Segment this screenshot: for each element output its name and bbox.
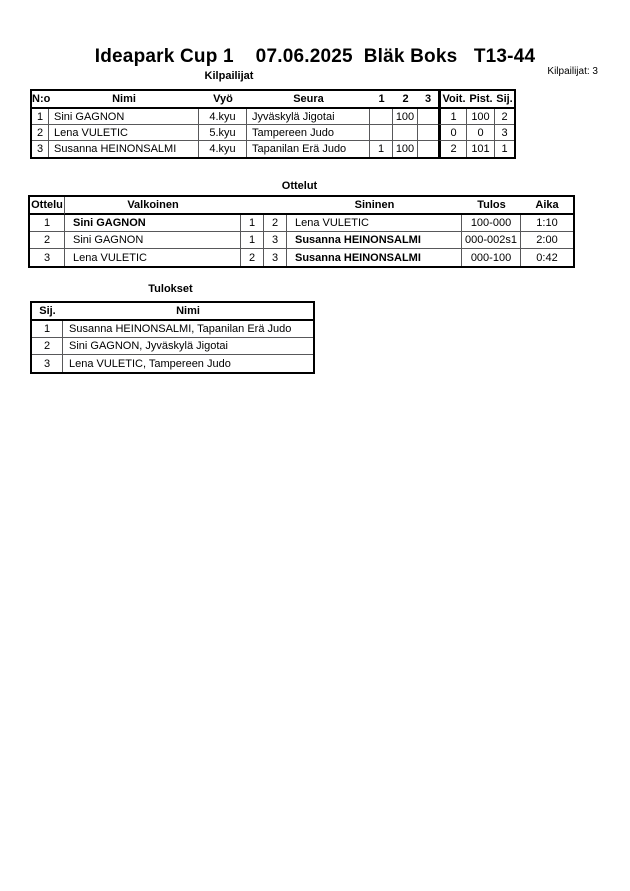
ottelut-header-row (30, 197, 573, 215)
cell-blue-name: Susanna HEINONSALMI (287, 232, 462, 249)
cell-wins: 1 (438, 109, 467, 125)
cell-place: 3 (495, 125, 514, 141)
cell-blue-no: 2 (264, 215, 287, 232)
cell-white-name: Sini GAGNON (65, 215, 241, 232)
col-header-round1: 1 (370, 91, 393, 109)
cell-place: 2 (32, 338, 63, 355)
cell-name-club: Sini GAGNON, Jyväskylä Jigotai (63, 338, 313, 355)
cell-place: 3 (32, 355, 63, 372)
cell-wins: 2 (438, 141, 467, 157)
cell-round3 (418, 125, 438, 141)
cell-name: Lena VULETIC (49, 125, 199, 141)
cell-time: 2:00 (521, 232, 573, 249)
cell-belt: 5.kyu (199, 125, 247, 141)
col-header-sininen: Sininen (287, 197, 462, 215)
cell-club: Tapanilan Erä Judo (247, 141, 370, 157)
cell-wins: 0 (438, 125, 467, 141)
col-header-tulos: Tulos (462, 197, 521, 215)
cell-result: 000-100 (462, 249, 521, 266)
col-header-round2: 2 (393, 91, 418, 109)
section-heading-kilpailijat: Kilpailijat (204, 70, 254, 82)
col-header-nimi: Nimi (49, 91, 199, 109)
col-header-spacer (264, 197, 287, 215)
table-row (32, 141, 514, 157)
cell-points: 101 (467, 141, 495, 157)
cell-name-club: Susanna HEINONSALMI, Tapanilan Erä Judo (63, 321, 313, 338)
cell-result: 000-002s1 (462, 232, 521, 249)
cell-match-no: 3 (30, 249, 65, 266)
cell-match-no: 1 (30, 215, 65, 232)
col-header-sij: Sij. (495, 91, 514, 109)
col-header-no: N:o (32, 91, 49, 109)
cell-blue-no: 3 (264, 249, 287, 266)
cell-round1 (370, 125, 393, 141)
cell-no: 1 (32, 109, 49, 125)
cell-match-no: 2 (30, 232, 65, 249)
col-header-pist: Pist. (467, 91, 495, 109)
cell-points: 100 (467, 109, 495, 125)
table-row (32, 321, 313, 338)
cell-white-name: Sini GAGNON (65, 232, 241, 249)
col-header-vyo: Vyö (199, 91, 247, 109)
col-header-valkoinen: Valkoinen (65, 197, 241, 215)
col-header-sij: Sij. (32, 303, 63, 321)
cell-time: 0:42 (536, 251, 558, 264)
table-row (30, 232, 573, 249)
col-header-spacer (241, 197, 264, 215)
cell-time: 1:10 (521, 215, 573, 232)
col-header-ottelu: Ottelu (30, 197, 65, 215)
section-heading-tulokset: Tulokset (148, 283, 193, 295)
table-row (30, 249, 573, 266)
cell-white-no: 2 (241, 249, 264, 266)
col-header-round3: 3 (418, 91, 438, 109)
cell-club: Jyväskylä Jigotai (247, 109, 370, 125)
cell-result: 100-000 (462, 215, 521, 232)
cell-white-no: 1 (241, 215, 264, 232)
cell-name: Sini GAGNON (49, 109, 199, 125)
kilpailijat-table (30, 89, 516, 159)
cell-place: 1 (32, 321, 63, 338)
cell-round2: 100 (393, 109, 418, 125)
cell-name: Susanna HEINONSALMI (49, 141, 199, 157)
cell-white-name: Lena VULETIC (65, 249, 241, 266)
table-row (30, 215, 573, 232)
cell-round3 (418, 141, 438, 157)
cell-place: 1 (501, 143, 508, 155)
tulokset-table (30, 301, 315, 374)
col-header-seura: Seura (247, 91, 370, 109)
cell-round3 (418, 109, 438, 125)
cell-place: 2 (495, 109, 514, 125)
cell-round1: 1 (370, 141, 393, 157)
cell-white-no: 1 (241, 232, 264, 249)
table-row (32, 109, 514, 125)
cell-belt: 4.kyu (199, 109, 247, 125)
cell-blue-no: 3 (264, 232, 287, 249)
cell-blue-name: Lena VULETIC (287, 215, 462, 232)
cell-round2 (393, 125, 418, 141)
col-header-nimi: Nimi (63, 303, 313, 321)
page-title: Ideapark Cup 1 07.06.2025 Bläk Boks T13-44 (94, 46, 536, 67)
cell-round2: 100 (393, 141, 418, 157)
cell-club: Tampereen Judo (247, 125, 370, 141)
ottelut-table (28, 195, 575, 268)
col-header-aika: Aika (521, 197, 573, 215)
cell-belt: 4.kyu (199, 141, 247, 157)
cell-round1 (370, 109, 393, 125)
cell-blue-name: Susanna HEINONSALMI (287, 249, 462, 266)
cell-name-club: Lena VULETIC, Tampereen Judo (69, 357, 231, 370)
table-row (32, 338, 313, 355)
section-heading-ottelut: Ottelut (281, 180, 318, 192)
competitors-count: Kilpailijat: 3 (547, 66, 598, 77)
tulokset-header-row (32, 303, 313, 321)
table-row (32, 125, 514, 141)
kilpailijat-header-row (32, 91, 514, 109)
cell-points: 0 (467, 125, 495, 141)
col-header-voit: Voit. (438, 91, 467, 109)
cell-no: 3 (32, 141, 49, 157)
table-row (32, 355, 313, 372)
cell-no: 2 (32, 125, 49, 141)
